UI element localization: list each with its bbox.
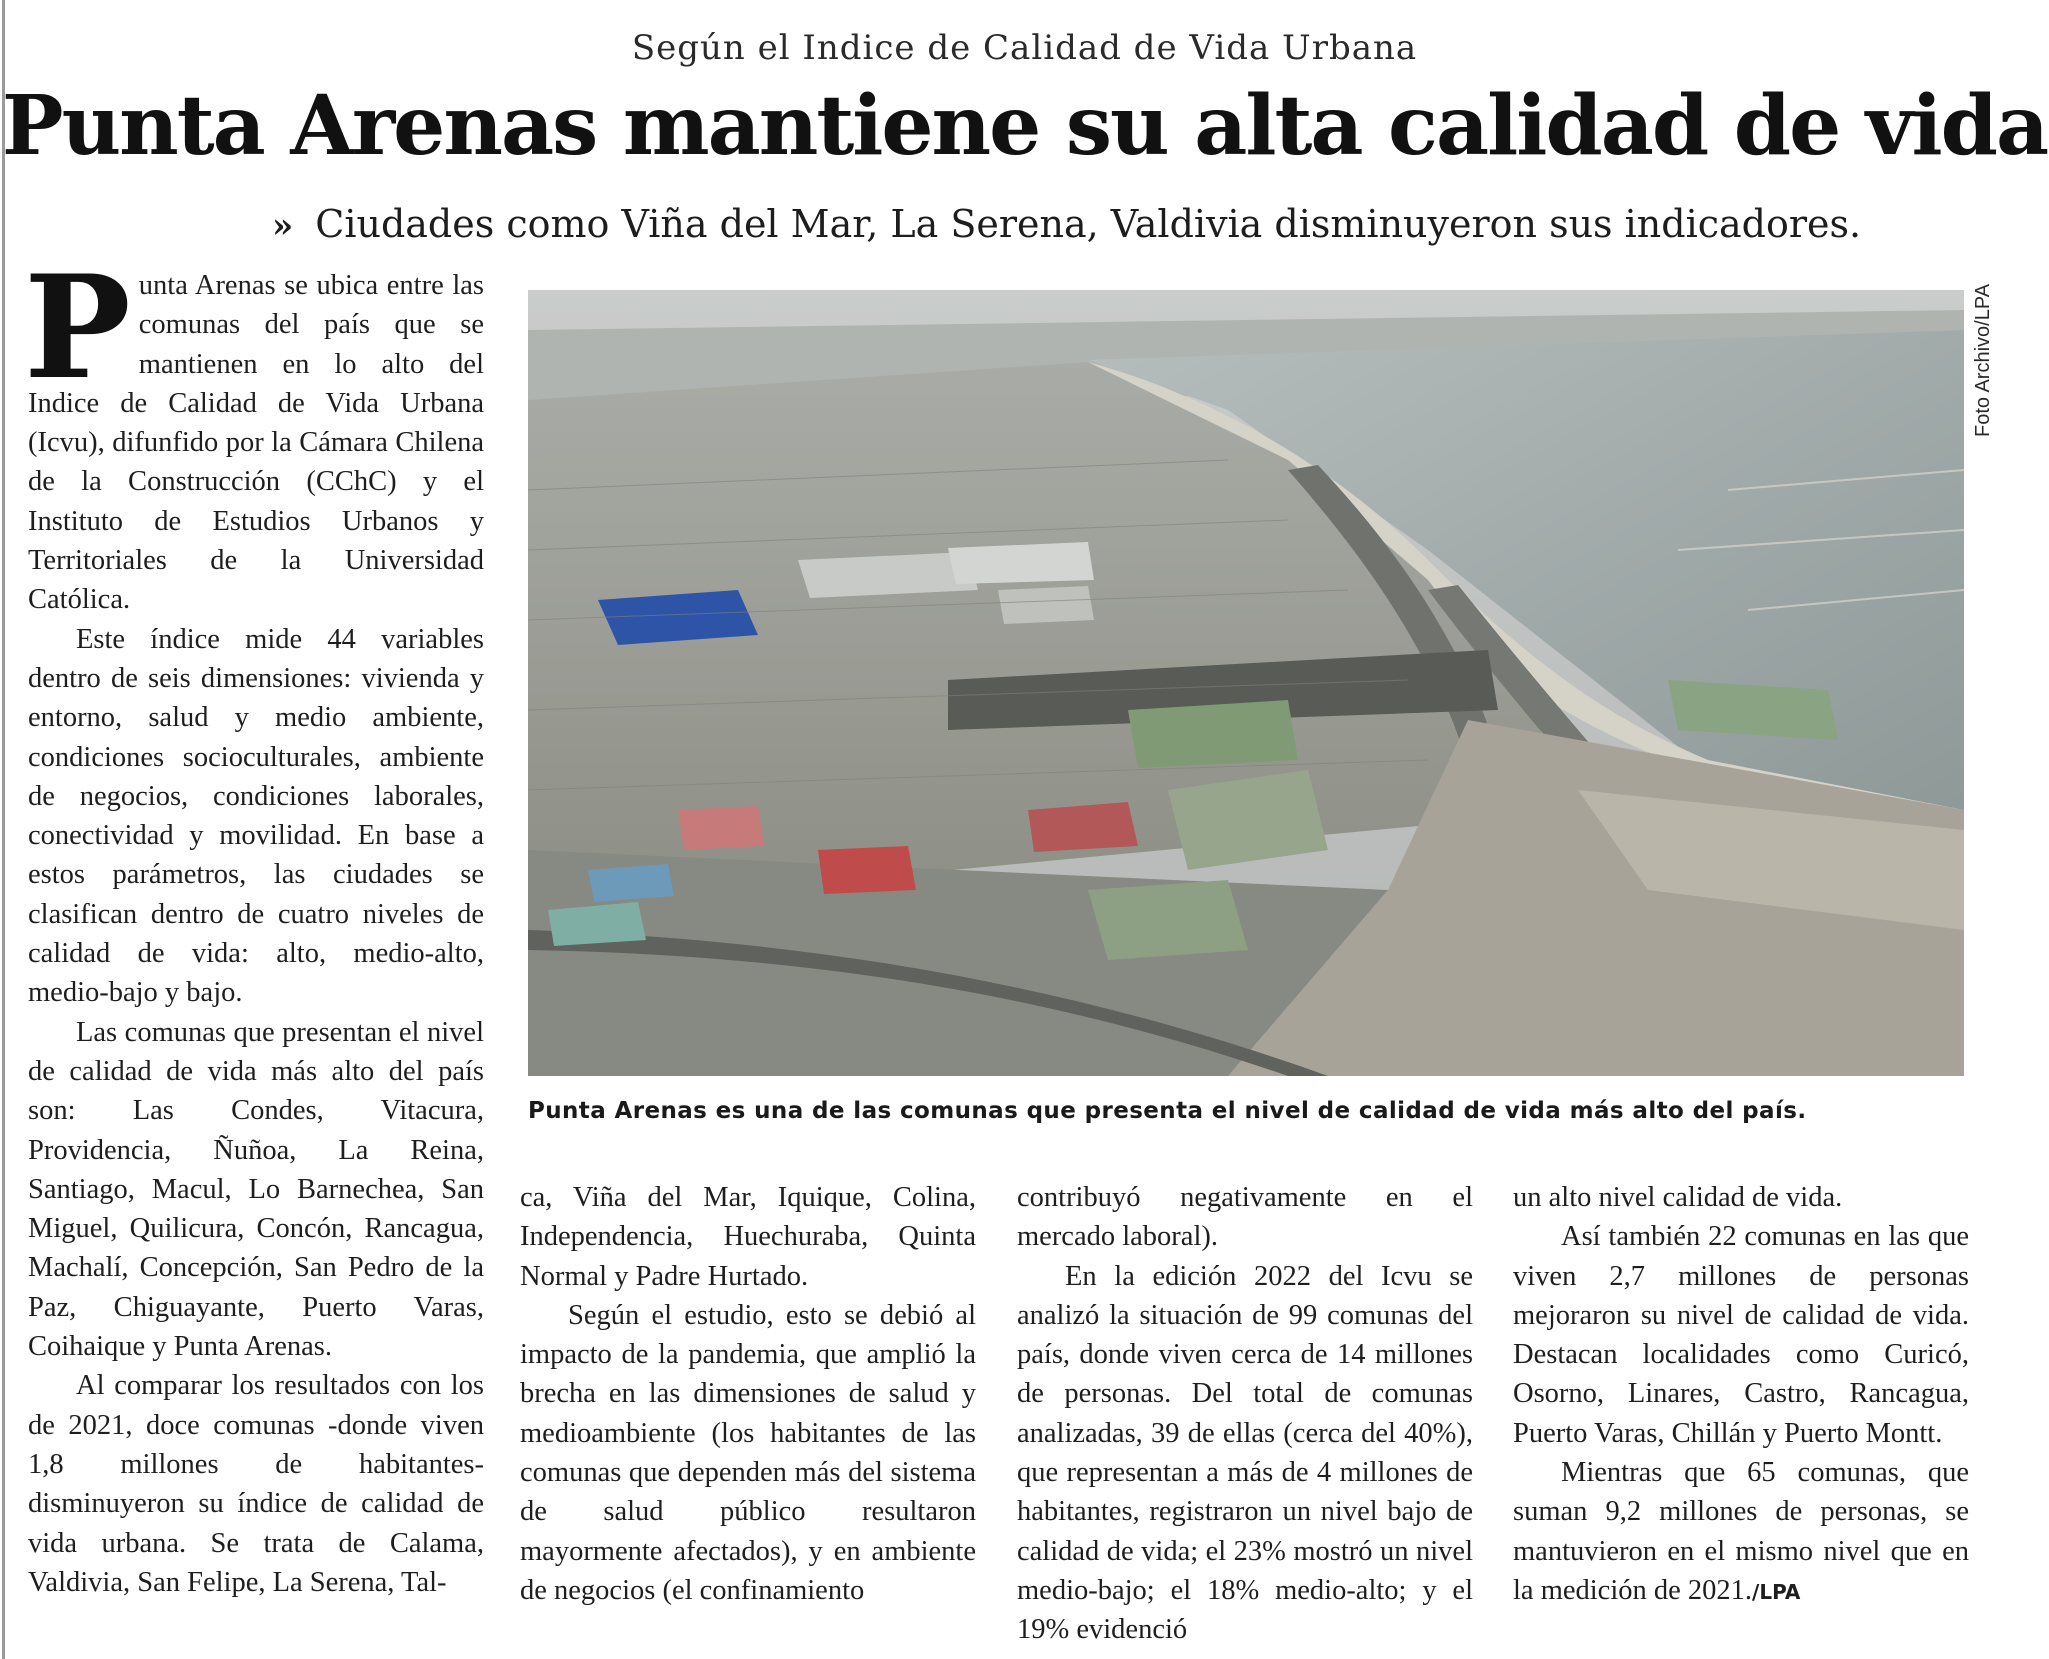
paragraph-text: Mientras que 65 comunas, que suman 9,2 millones de personas, se mantuvieron en el mismo nivel que en la medición de 2021. <box>1513 1457 1969 1606</box>
subhead-text: Ciudades como Viña del Mar, La Serena, Valdivia disminuyeron sus indicadores. <box>315 202 1862 246</box>
body-paragraph: Según el estudio, esto se debió al impacto de la pandemia, que amplió la brecha en las dimensiones de salud y medioambiente (los habitantes de las comunas que dependen más del sistema de salud público resultaron mayormente afectados), y en ambiente de negocios (el confinamiento <box>520 1299 976 1606</box>
body-paragraph: En la edición 2022 del Icvu se analizó la situación de 99 comunas del país, donde viven cerca de 14 millones de personas. Del total de comunas analizadas, 39 de ellas (cerca del 40%), que representan a más de 4 millones de habitantes, registraron un nivel bajo de calidad de vida; el 23% mostró un nivel medio-bajo; el 18% medio-alto; y el 19% evidenció <box>1017 1260 1473 1646</box>
kicker: Según el Indice de Calidad de Vida Urbana <box>631 28 1418 68</box>
column-rule <box>2 0 5 1659</box>
chevron-right-icon: » <box>272 206 294 246</box>
photo-caption: Punta Arenas es una de las comunas que presenta el nivel de calidad de vida más alto del país. <box>528 1098 1807 1124</box>
body-column-2 <box>520 1178 976 1610</box>
photo-credit: Foto Archivo/LPA <box>1972 284 1994 438</box>
body-paragraph <box>1513 1453 1969 1612</box>
body-paragraph: contribuyó negativamente en el mercado laboral). <box>1017 1182 1473 1253</box>
body-column-4 <box>1513 1178 1969 1612</box>
body-paragraph: Al comparar los resultados con los de 2021, doce comunas -donde viven 1,8 millones de habitantes- disminuyeron su índice de calidad de vida urbana. Se trata de Calama, Valdivia, San Felipe, La Serena, Tal- <box>28 1370 484 1598</box>
body-paragraph: Las comunas que presentan el nivel de calidad de vida más alto del país son: Las Condes, Vitacura, Providencia, Ñuñoa, La Reina, Santiago, Macul, Lo Barnechea, San Miguel, Quilicura, Concón, Rancagua, Machalí, Concepción, San Pedro de la Paz, Chiguayante, Puerto Varas, Coihaique y Punta Arenas. <box>28 1016 484 1363</box>
headline: Punta Arenas mantiene su alta calidad de vida <box>1 78 2048 174</box>
body-column-1 <box>24 245 484 1602</box>
body-paragraph <box>24 245 484 620</box>
body-paragraph: Este índice mide 44 variables dentro de seis dimensiones: vivienda y entorno, salud y medio ambiente, condiciones socioculturales, ambiente de negocios, condiciones laborales, conectividad y movilidad. En base a estos parámetros, las ciudades se clasifican dentro de cuatro niveles de calidad de vida: alto, medio-alto, medio-bajo y bajo. <box>28 623 484 1009</box>
body-column-3 <box>1017 1178 1473 1650</box>
body-paragraph: un alto nivel calidad de vida. <box>1513 1182 1843 1213</box>
body-paragraph: ca, Viña del Mar, Iquique, Colina, Independencia, Huechuraba, Quinta Normal y Padre Hurtado. <box>520 1182 976 1292</box>
author-signature: /LPA <box>1752 1579 1801 1604</box>
subhead <box>272 202 1861 246</box>
paragraph-text: unta Arenas se ubica entre las comunas del país que se mantienen en lo alto del Indice de Calidad de Vida Urbana (Icvu), difunfido por la Cámara Chilena de la Construcción (CChC) y el Instituto de Estudios Urbanos y Territoriales de la Universidad Católica. <box>28 270 484 616</box>
aerial-photo <box>528 290 1964 1076</box>
drop-cap: P <box>24 245 131 411</box>
body-paragraph: Así también 22 comunas en las que viven 2,7 millones de personas mejoraron su nivel de calidad de vida. Destacan localidades como Curicó, Osorno, Linares, Castro, Rancagua, Puerto Varas, Chillán y Puerto Montt. <box>1513 1221 1969 1449</box>
